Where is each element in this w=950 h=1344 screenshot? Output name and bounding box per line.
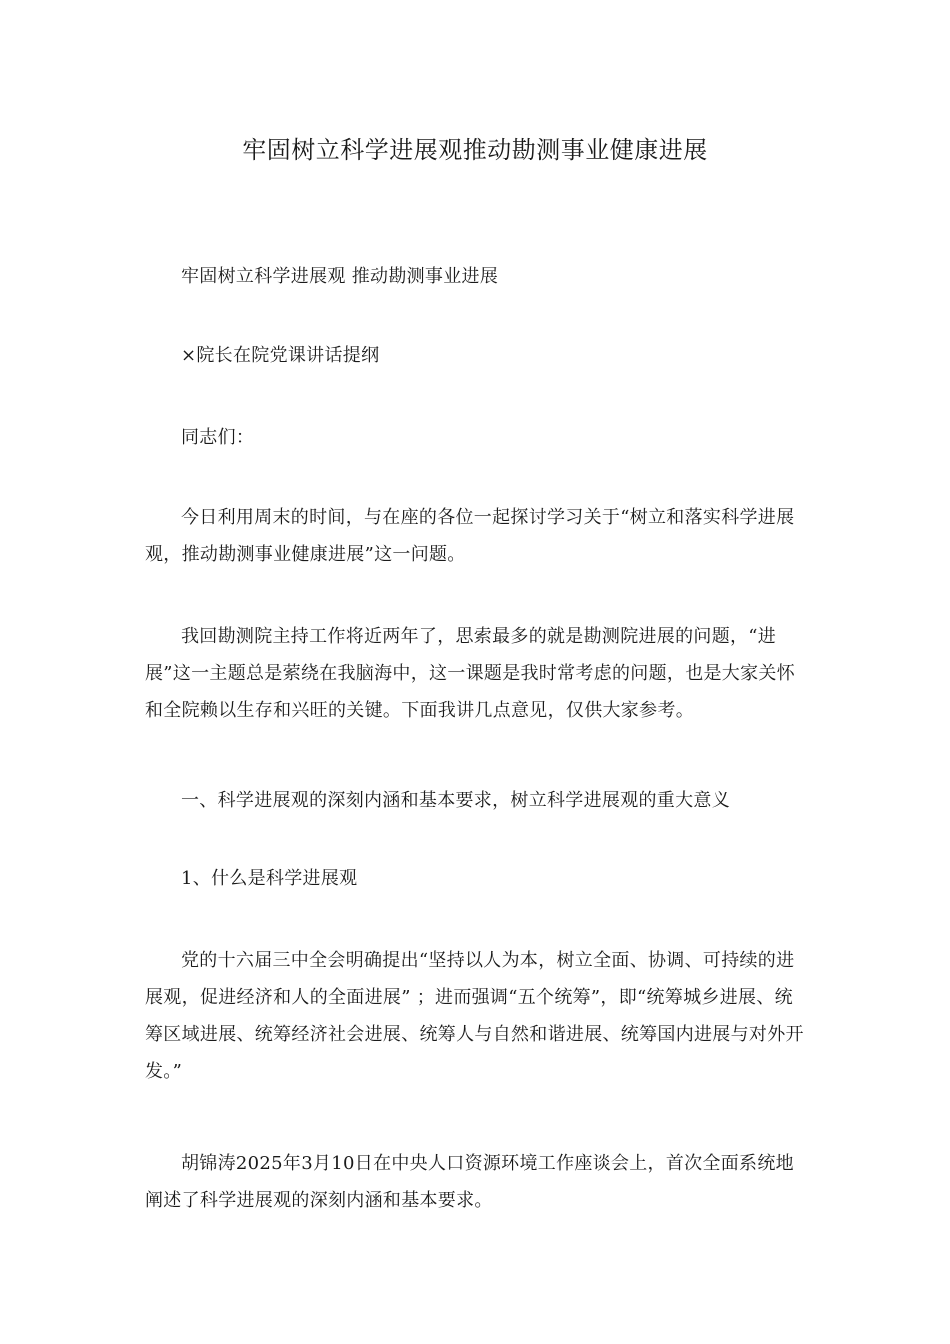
subtitle-paragraph: 牢固树立科学进展观 推动勘测事业进展 <box>181 266 499 287</box>
body-paragraph: 我回勘测院主持工作将近两年了，思索最多的就是勘测院进展的问题，“进展”这一主题总是萦绕在我脑海中，这一课题是我时常考虑的问题，也是大家关怀和全院赖以生存和兴旺的关键。下面我讲几点意见，仅供大家参考。 <box>145 626 795 721</box>
salutation: 同志们： <box>181 427 255 448</box>
body-paragraph: 今日利用周末的时间，与在座的各位一起探讨学习关于“树立和落实科学进展观，推动勘测事业健康进展”这一问题。 <box>145 507 795 565</box>
body-paragraph: 党的十六届三中全会明确提出“坚持以人为本，树立全面、协调、可持续的进展观，促进经济和人的全面进展” ；进而强调“五个统筹”，即“统筹城乡进展、统筹区域进展、统筹经济社会进展、统筹人与自然和谐进展、统筹国内进展与对外开发。” <box>145 950 804 1082</box>
document-title: 牢固树立科学进展观推动勘测事业健康进展 <box>242 136 708 164</box>
body-paragraph: 胡锦涛2025年3月10日在中央人口资源环境工作座谈会上，首次全面系统地阐述了科学进展观的深刻内涵和基本要求。 <box>145 1153 794 1211</box>
subsection-heading: 1、什么是科学进展观 <box>181 868 358 889</box>
section-heading: 一、科学进展观的深刻内涵和基本要求，树立科学进展观的重大意义 <box>181 790 730 811</box>
speaker-line: ×院长在院党课讲话提纲 <box>181 345 380 366</box>
